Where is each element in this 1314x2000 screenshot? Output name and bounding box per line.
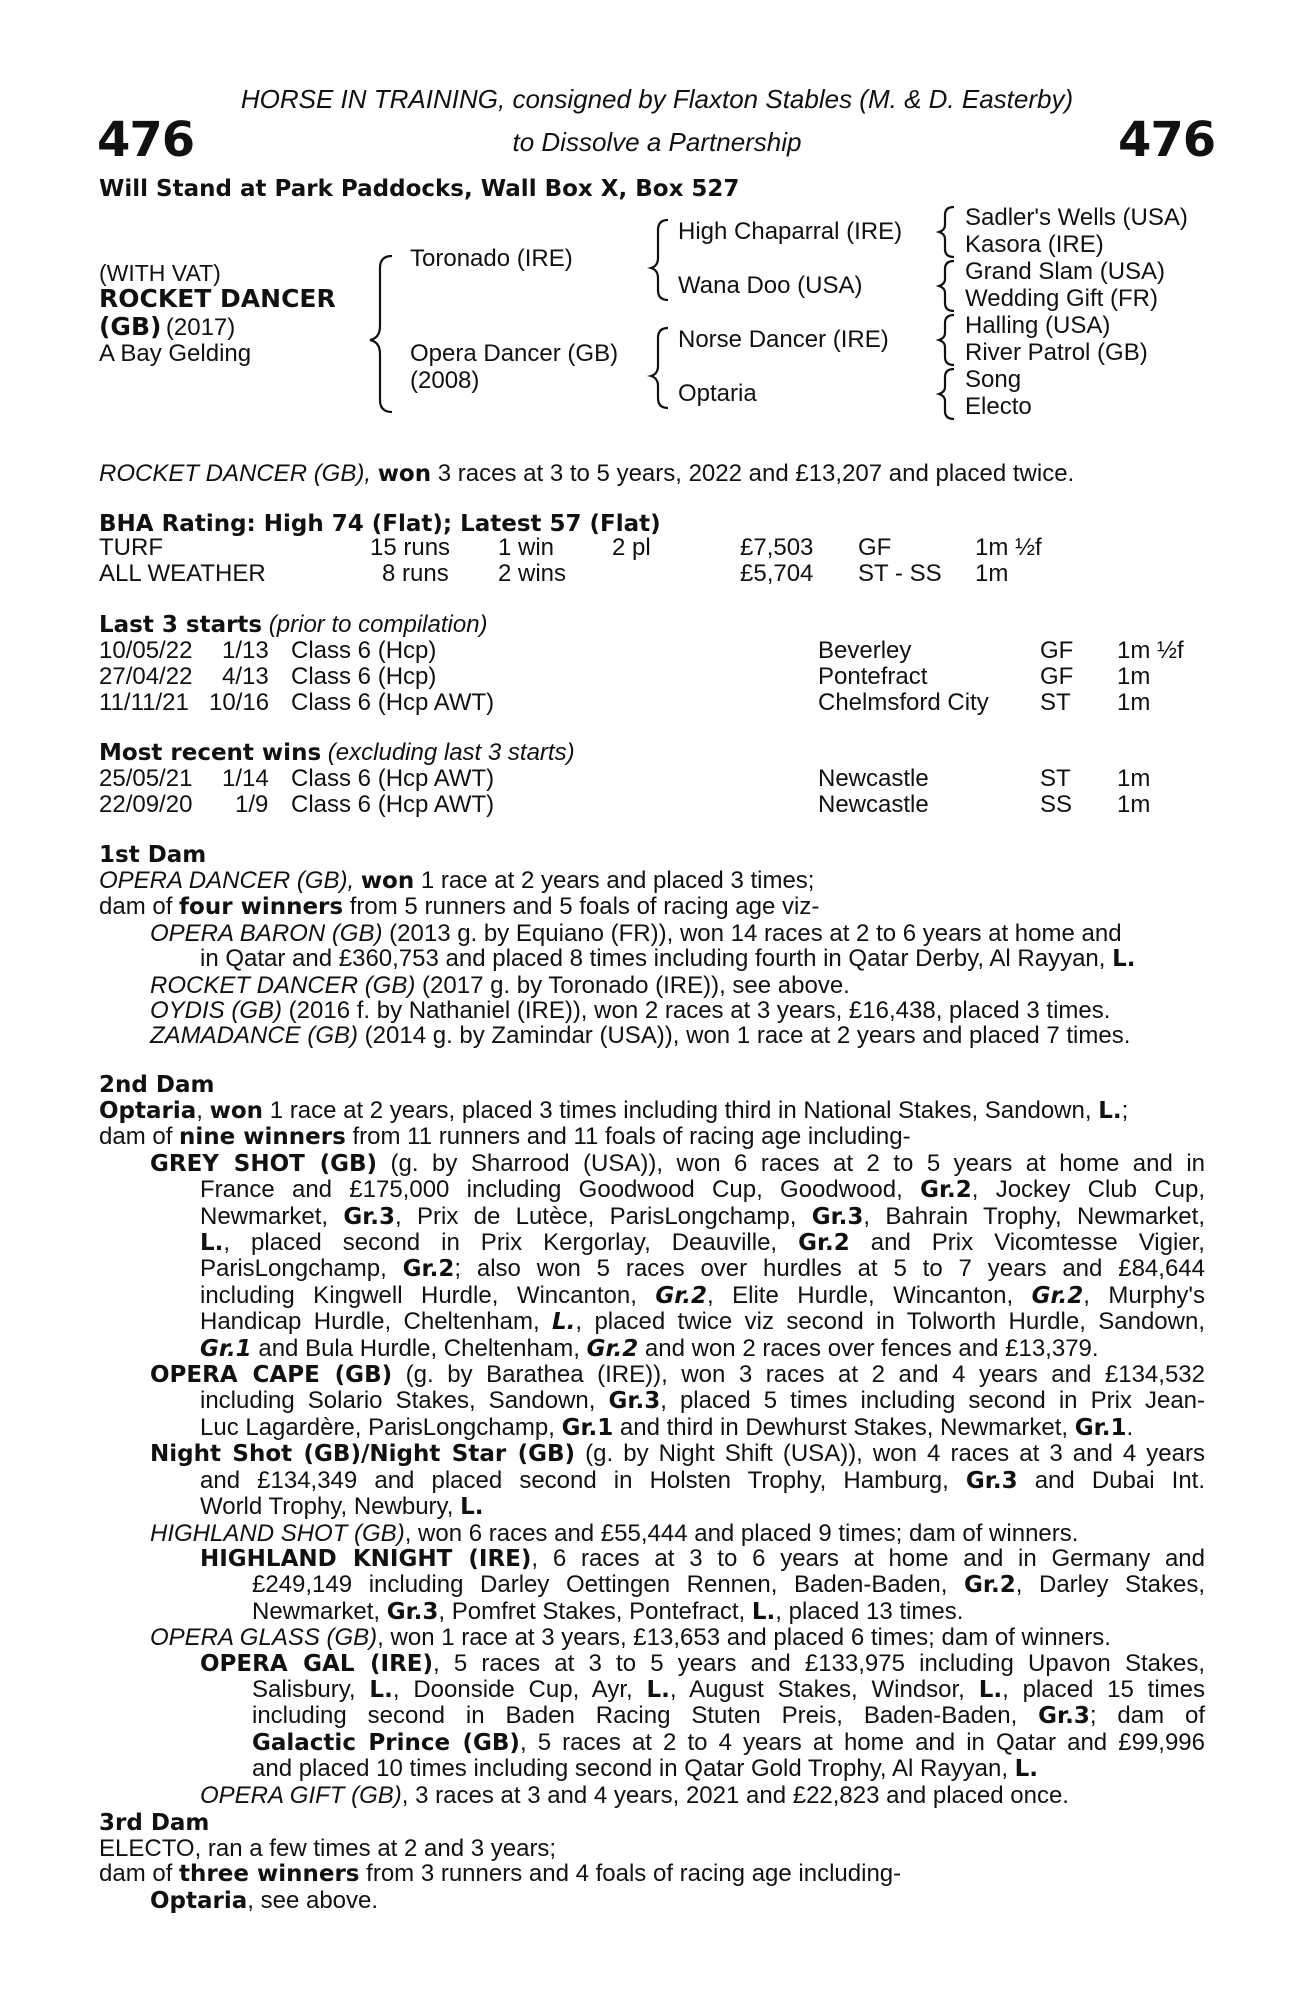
rating-aw-going: ST - SS (858, 560, 942, 587)
last3-row-2-course: Pontefract (818, 663, 928, 690)
g3-song: Song (965, 366, 1022, 393)
opera-gal-line-5: and placed 10 times including second in Qatar Gold Trophy, Al Rayyan, L. (252, 1755, 1039, 1783)
second-dam-line-1: Optaria, won 1 race at 2 years, placed 3 times including third in National Stakes, Sandown, L.; (99, 1097, 1129, 1124)
first-dam-line-5: ROCKET DANCER (GB) (2017 g. by Toronado (IRE)), see above. (150, 971, 850, 999)
third-dam-line-1: ELECTO, ran a few times at 2 and 3 years; (99, 1835, 557, 1862)
night-shot-line-3: World Trophy, Newbury, L. (200, 1493, 484, 1521)
rating-turf-surface: TURF (99, 534, 163, 561)
night-shot-line-1: Night Shot (GB)/Night Star (GB) (g. by Night Shift (USA)), won 4 races at 3 and 4 years (150, 1440, 1205, 1468)
brace-g3-3 (939, 315, 954, 365)
sire-dam: Wana Doo (USA) (678, 272, 863, 299)
rating-turf-going: GF (858, 534, 892, 561)
opera-gift-line: OPERA GIFT (GB), 3 races at 3 and 4 years, 2021 and £22,823 and placed once. (200, 1781, 1069, 1809)
recent-win-2-distance: 1m (1117, 791, 1151, 818)
last3-row-3-pos: 10/16 (209, 689, 270, 716)
recent-win-2-pos: 1/9 (235, 791, 269, 818)
opera-gal-line-3: including second in Baden Racing Stuten Preis, Baden-Baden, Gr.3; dam of (252, 1702, 1205, 1730)
third-dam-heading: 3rd Dam (99, 1810, 210, 1836)
opera-cape-line-1: OPERA CAPE (GB) (g. by Barathea (IRE)), won 3 races at 2 and 4 years and £134,532 (150, 1361, 1205, 1389)
partnership-line: to Dissolve a Partnership (512, 127, 802, 157)
dam-sire: Norse Dancer (IRE) (678, 326, 889, 353)
grey-shot-line-7: Handicap Hurdle, Cheltenham, L., placed twice viz second in Tolworth Hurdle, Sandown, (200, 1308, 1205, 1336)
brace-dam (651, 328, 668, 408)
last3-row-2-race: Class 6 (Hcp) (291, 663, 437, 690)
brace-main (370, 256, 392, 412)
g3-river-patrol: River Patrol (GB) (965, 339, 1148, 366)
brace-sire (651, 220, 668, 300)
rating-aw-earnings: £5,704 (740, 560, 814, 587)
g3-halling: Halling (USA) (965, 312, 1111, 339)
rating-turf-wins: 1 win (498, 534, 555, 561)
rating-aw-distance: 1m (975, 560, 1009, 587)
third-dam-line-2: dam of three winners from 3 runners and 4 foals of racing age including- (99, 1860, 902, 1888)
g3-kasora: Kasora (IRE) (965, 231, 1104, 258)
horse-description: A Bay Gelding (99, 340, 252, 367)
recent-win-1-going: ST (1040, 765, 1071, 792)
last3-row-1-date: 10/05/22 (99, 637, 193, 664)
recent-win-1-race: Class 6 (Hcp AWT) (291, 765, 495, 792)
last3-row-1-going: GF (1040, 637, 1074, 664)
first-dam-line-4: in Qatar and £360,753 and placed 8 times including fourth in Qatar Derby, Al Rayyan, L. (200, 945, 1136, 973)
rating-aw-runs: 8 runs (382, 560, 449, 587)
grey-shot-line-4: L., placed second in Prix Kergorlay, Deauville, Gr.2 and Prix Vicomtesse Vigier, (200, 1229, 1205, 1257)
first-dam-line-1: OPERA DANCER (GB), won 1 race at 2 years and placed 3 times; (99, 867, 815, 894)
last3-row-2-pos: 4/13 (222, 663, 269, 690)
dam-year: (2008) (410, 367, 480, 394)
grey-shot-line-8: Gr.1 and Bula Hurdle, Cheltenham, Gr.2 and won 2 races over fences and £13,379. (200, 1334, 1099, 1362)
last3-row-2-going: GF (1040, 663, 1074, 690)
brace-g3-1 (939, 207, 954, 257)
last3-row-2-distance: 1m (1117, 663, 1151, 690)
rating-turf-earnings: £7,503 (740, 534, 814, 561)
last3-row-3-course: Chelmsford City (818, 689, 989, 716)
first-dam-block (99, 868, 1199, 1049)
rating-turf-runs: 15 runs (370, 534, 451, 561)
recent-win-1-pos: 1/14 (222, 765, 269, 792)
consignor-line: HORSE IN TRAINING, consigned by Flaxton Stables (M. & D. Easterby) (240, 84, 1074, 114)
recent-win-2-date: 22/09/20 (99, 791, 193, 818)
recent-win-1-course: Newcastle (818, 765, 929, 792)
highland-knight-line-2: £249,149 including Darley Oettingen Rennen, Baden-Baden, Gr.2, Darley Stakes, (252, 1571, 1205, 1599)
rating-turf-distance: 1m ½f (975, 534, 1042, 561)
rating-aw-wins: 2 wins (498, 560, 567, 587)
first-dam-line-3: OPERA BARON (GB) (2013 g. by Equiano (FR)), won 14 races at 2 to 6 years at home and (150, 919, 1122, 947)
highland-knight-line-3: Newmarket, Gr.3, Pomfret Stakes, Pontefract, L., placed 13 times. (252, 1597, 964, 1625)
sire-sire: High Chaparral (IRE) (678, 218, 903, 245)
horse-origin: (GB) (99, 312, 162, 341)
recent-win-2-race: Class 6 (Hcp AWT) (291, 791, 495, 818)
highland-knight-line-1: HIGHLAND KNIGHT (IRE), 6 races at 3 to 6 years at home and in Germany and (200, 1544, 1206, 1572)
dam-dam: Optaria (678, 380, 757, 407)
third-dam-line-3: Optaria, see above. (150, 1886, 379, 1914)
highland-shot-line: HIGHLAND SHOT (GB), won 6 races and £55,444 and placed 9 times; dam of winners. (150, 1519, 1079, 1547)
last3-row-1-race: Class 6 (Hcp) (291, 637, 437, 664)
opera-gal-line-2: Salisbury, L., Doonside Cup, Ayr, L., August Stakes, Windsor, L., placed 15 times (252, 1675, 1206, 1703)
lot-number-left: 476 (97, 112, 195, 168)
opera-gal-line-4: Galactic Prince (GB), 5 races at 2 to 4 years at home and in Qatar and £99,996 (252, 1728, 1206, 1756)
bha-rating: BHA Rating: High 74 (Flat); Latest 57 (Flat) (99, 511, 661, 537)
last3-row-3-date: 11/11/21 (99, 689, 189, 716)
lot-number-right: 476 (1118, 112, 1216, 168)
opera-cape-line-2: including Solario Stakes, Sandown, Gr.3, placed 5 times including second in Prix Jean- (200, 1387, 1206, 1415)
g3-wedding-gift: Wedding Gift (FR) (965, 285, 1158, 312)
g3-grand-slam: Grand Slam (USA) (965, 258, 1166, 285)
recent-win-2-going: SS (1040, 791, 1073, 818)
first-dam-line-2: dam of four winners from 5 runners and 5 foals of racing age viz- (99, 893, 820, 921)
grey-shot-line-5: ParisLongchamp, Gr.2; also won 5 races over hurdles at 5 to 7 years and £84,644 (200, 1255, 1205, 1283)
rating-turf-placed: 2 pl (612, 534, 651, 561)
second-dam-block (99, 1098, 1205, 1808)
last3-row-3-distance: 1m (1117, 689, 1151, 716)
opera-glass-line: OPERA GLASS (GB), won 1 race at 3 years, £13,653 and placed 6 times; dam of winners. (150, 1624, 1111, 1652)
last3-row-2-date: 27/04/22 (99, 663, 193, 690)
g3-electo: Electo (965, 393, 1032, 420)
last3-row-1-course: Beverley (818, 637, 912, 664)
horse-year: (2017) (165, 314, 236, 341)
last3-row-3-race: Class 6 (Hcp AWT) (291, 689, 495, 716)
dam: Opera Dancer (GB) (410, 340, 619, 367)
grey-shot-line-3: Newmarket, Gr.3, Prix de Lutèce, ParisLongchamp, Gr.3, Bahrain Trophy, Newmarket, (200, 1202, 1205, 1230)
last3-row-1-distance: 1m ½f (1117, 637, 1184, 664)
recent-win-1-date: 25/05/21 (99, 765, 193, 792)
night-shot-line-2: and £134,349 and placed second in Holsten Trophy, Hamburg, Gr.3 and Dubai Int. (200, 1466, 1205, 1494)
brace-g3-4 (939, 369, 954, 419)
first-dam-heading: 1st Dam (99, 842, 207, 868)
grey-shot-line-6: including Kingwell Hurdle, Wincanton, Gr.2, Elite Hurdle, Wincanton, Gr.2, Murphy's (200, 1281, 1206, 1309)
race-summary: ROCKET DANCER (GB), won 3 races at 3 to 5 years, 2022 and £13,207 and placed twice. (99, 460, 1075, 487)
vat-status: (WITH VAT) (99, 260, 221, 286)
third-dam-block (99, 1836, 901, 1914)
opera-gal-line-1: OPERA GAL (IRE), 5 races at 3 to 5 years and £133,975 including Upavon Stakes, (200, 1649, 1206, 1677)
recent-win-1-distance: 1m (1117, 765, 1151, 792)
recent-win-2-course: Newcastle (818, 791, 929, 818)
second-dam-heading: 2nd Dam (99, 1072, 215, 1098)
last3-row-3-going: ST (1040, 689, 1071, 716)
last3-heading: Last 3 starts (prior to compilation) (99, 611, 488, 638)
rating-aw-surface: ALL WEATHER (99, 560, 266, 587)
opera-cape-line-3: Luc Lagardère, ParisLongchamp, Gr.1 and third in Dewhurst Stakes, Newmarket, Gr.1. (200, 1413, 1134, 1441)
sire: Toronado (IRE) (410, 245, 573, 272)
grey-shot-line-2: France and £175,000 including Goodwood Cup, Goodwood, Gr.2, Jockey Club Cup, (200, 1176, 1205, 1204)
recent-wins-heading: Most recent wins (excluding last 3 starts) (99, 739, 575, 766)
first-dam-line-7: ZAMADANCE (GB) (2014 g. by Zamindar (USA)), won 1 race at 2 years and placed 7 times. (150, 1022, 1131, 1050)
last3-row-1-pos: 1/13 (222, 637, 269, 664)
brace-g3-2 (939, 261, 954, 311)
first-dam-line-6: OYDIS (GB) (2016 f. by Nathaniel (IRE)), won 2 races at 3 years, £16,438, placed 3 times. (150, 997, 1111, 1025)
g3-sadlers-wells: Sadler's Wells (USA) (965, 204, 1188, 231)
stand-location: Will Stand at Park Paddocks, Wall Box X, Box 527 (99, 176, 740, 202)
horse-name: ROCKET DANCER (99, 284, 336, 313)
second-dam-line-2: dam of nine winners from 11 runners and 11 foals of racing age including- (99, 1123, 911, 1151)
grey-shot-line-1: GREY SHOT (GB) (g. by Sharrood (USA)), won 6 races at 2 to 5 years at home and in (150, 1149, 1205, 1177)
